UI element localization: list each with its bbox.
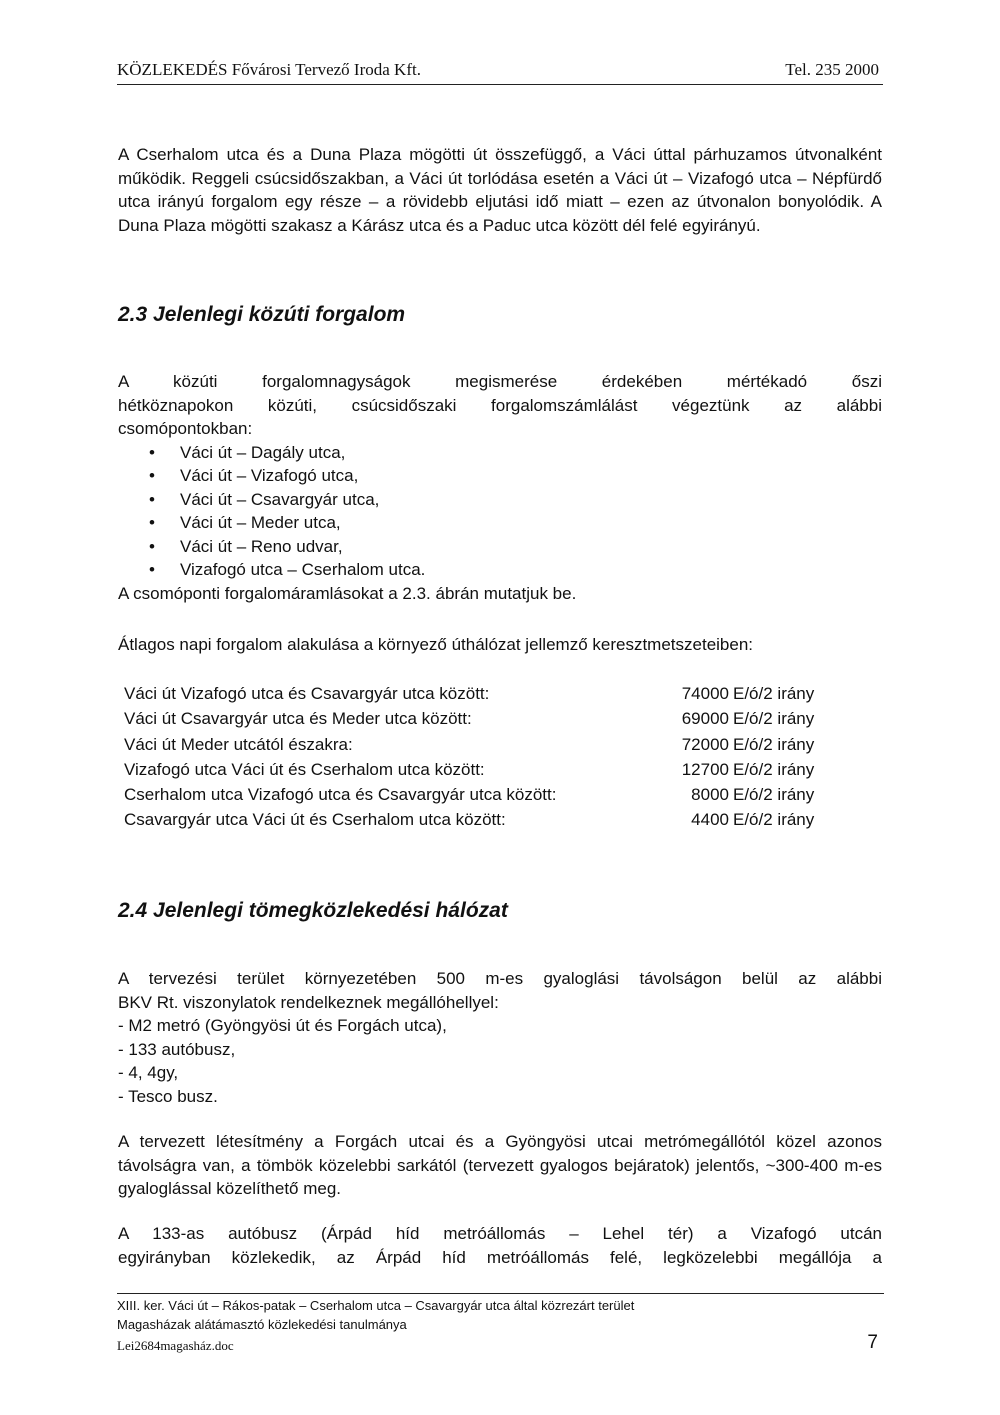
traffic-unit: E/ó/2 irány bbox=[733, 785, 815, 805]
table-row bbox=[124, 757, 832, 782]
section-2-4-para3 bbox=[118, 1222, 882, 1269]
table-row bbox=[124, 681, 832, 706]
avg-traffic-intro: Átlagos napi forgalom alakulása a környező úthálózat jellemző keresztmetszeteiben: bbox=[118, 635, 754, 654]
segment-label: Váci út Vizafogó utca és Csavargyár utca között: bbox=[124, 684, 490, 703]
list-item: - M2 metró (Gyöngyösi út és Forgách utca), bbox=[118, 1016, 447, 1035]
list-item: • Váci út – Csavargyár utca, bbox=[118, 488, 882, 512]
list-item: • Váci út – Vizafogó utca, bbox=[118, 464, 882, 488]
page-header bbox=[117, 58, 883, 85]
section-2-3-para-line: hétköznapokon közúti, csúcsidőszaki forgalomszámlálást végeztünk az alábbi bbox=[118, 395, 882, 415]
traffic-value: 8000 bbox=[691, 785, 729, 805]
traffic-unit: E/ó/2 irány bbox=[733, 810, 815, 830]
footer-filename: Lei2684magasház.doc bbox=[117, 1338, 234, 1353]
section-2-4-para3-line: A 133-as autóbusz (Árpád híd metróállomás – Lehel tér) a Vizafogó utcán bbox=[118, 1224, 882, 1243]
list-item: - 4, 4gy, bbox=[118, 1063, 179, 1082]
section-2-4-title: 2.4 Jelenlegi tömegközlekedési hálózat bbox=[118, 899, 508, 922]
intro-paragraph: A Cserhalom utca és a Duna Plaza mögötti út összefüggő, a Váci úttal párhuzamos útvonalként működik. Reggeli csúcsidőszakban, a Váci út torlódása esetén a Váci út – Vizafogó utca – Népfürdő utca irányú forgalom egy része – a rövidebb eljutási idő miatt – ezen az útvonalon bonyolódik. A Duna Plaza mögötti szakasz a Kárász utca és a Paduc utca között dél felé egyirányú. bbox=[118, 145, 882, 235]
section-2-4-para-line: BKV Rt. viszonylatok rendelkeznek megállóhellyel: bbox=[118, 992, 499, 1012]
traffic-value: 4400 bbox=[691, 810, 729, 830]
segment-label: Váci út Csavargyár utca és Meder utca között: bbox=[124, 709, 472, 729]
header-phone: Tel. 235 2000 bbox=[785, 60, 879, 79]
section-2-3-title: 2.3 Jelenlegi közúti forgalom bbox=[118, 303, 406, 326]
traffic-unit: E/ó/2 irány bbox=[733, 734, 815, 754]
figure-reference: A csomóponti forgalomáramlásokat a 2.3. ábrán mutatjuk be. bbox=[118, 583, 577, 603]
traffic-value: 72000 bbox=[681, 734, 729, 754]
segment-label: Vizafogó utca Váci út és Cserhalom utca között: bbox=[124, 759, 485, 779]
section-2-4-body bbox=[118, 967, 882, 1108]
list-item: • Vizafogó utca – Cserhalom utca. bbox=[118, 558, 882, 582]
table-row bbox=[124, 732, 832, 757]
section-2-3-para-line: A közúti forgalomnagyságok megismerése érdekében mértékadó őszi bbox=[118, 372, 882, 391]
list-item: • Váci út – Reno udvar, bbox=[118, 535, 882, 559]
traffic-unit: E/ó/2 irány bbox=[733, 684, 815, 703]
table-row bbox=[124, 782, 832, 807]
traffic-unit: E/ó/2 irány bbox=[733, 759, 815, 779]
table-row bbox=[124, 807, 832, 832]
page-number: 7 bbox=[867, 1332, 878, 1353]
header-company: KÖZLEKEDÉS Fővárosi Tervező Iroda Kft. bbox=[117, 60, 421, 79]
traffic-unit: E/ó/2 irány bbox=[733, 709, 815, 729]
footer-study-title: Magasházak alátámasztó közlekedési tanulmánya bbox=[117, 1317, 407, 1332]
junction-list bbox=[118, 441, 882, 582]
traffic-table bbox=[124, 681, 832, 833]
segment-label: Cserhalom utca Vizafogó utca és Csavargyár utca között: bbox=[124, 785, 557, 805]
page-footer bbox=[117, 1293, 884, 1353]
section-2-4-para-line: A tervezési terület környezetében 500 m-es gyaloglási távolságon belül az alábbi bbox=[118, 969, 882, 988]
traffic-value: 69000 bbox=[681, 709, 729, 729]
list-item: • Váci út – Dagály utca, bbox=[118, 441, 882, 465]
segment-label: Váci út Meder utcától északra: bbox=[124, 734, 353, 754]
list-item: • Váci út – Meder utca, bbox=[118, 511, 882, 535]
section-2-3-para-line: csomópontokban: bbox=[118, 419, 253, 438]
list-item: - Tesco busz. bbox=[118, 1086, 218, 1106]
traffic-value: 74000 bbox=[681, 684, 729, 703]
traffic-value: 12700 bbox=[681, 759, 729, 779]
segment-label: Csavargyár utca Váci út és Cserhalom utca között: bbox=[124, 810, 506, 830]
table-row bbox=[124, 706, 832, 731]
section-2-3-body bbox=[118, 370, 882, 605]
list-item: - 133 autóbusz, bbox=[118, 1039, 236, 1059]
footer-location: XIII. ker. Váci út – Rákos-patak – Cserhalom utca – Csavargyár utca által közrezárt terület bbox=[117, 1298, 635, 1313]
section-2-4-para2: A tervezett létesítmény a Forgách utcai és a Gyöngyösi utcai metrómegállótól közel azonos távolságra van, a tömbök közelebbi sarkától (tervezett gyalogos bejáratok) jelentős, ~300-400 m-es gyaloglással közelíthető meg. bbox=[118, 1132, 882, 1198]
section-2-4-para3-line: egyirányban közlekedik, az Árpád híd metróállomás felé, legközelebbi megállója a bbox=[118, 1247, 882, 1267]
